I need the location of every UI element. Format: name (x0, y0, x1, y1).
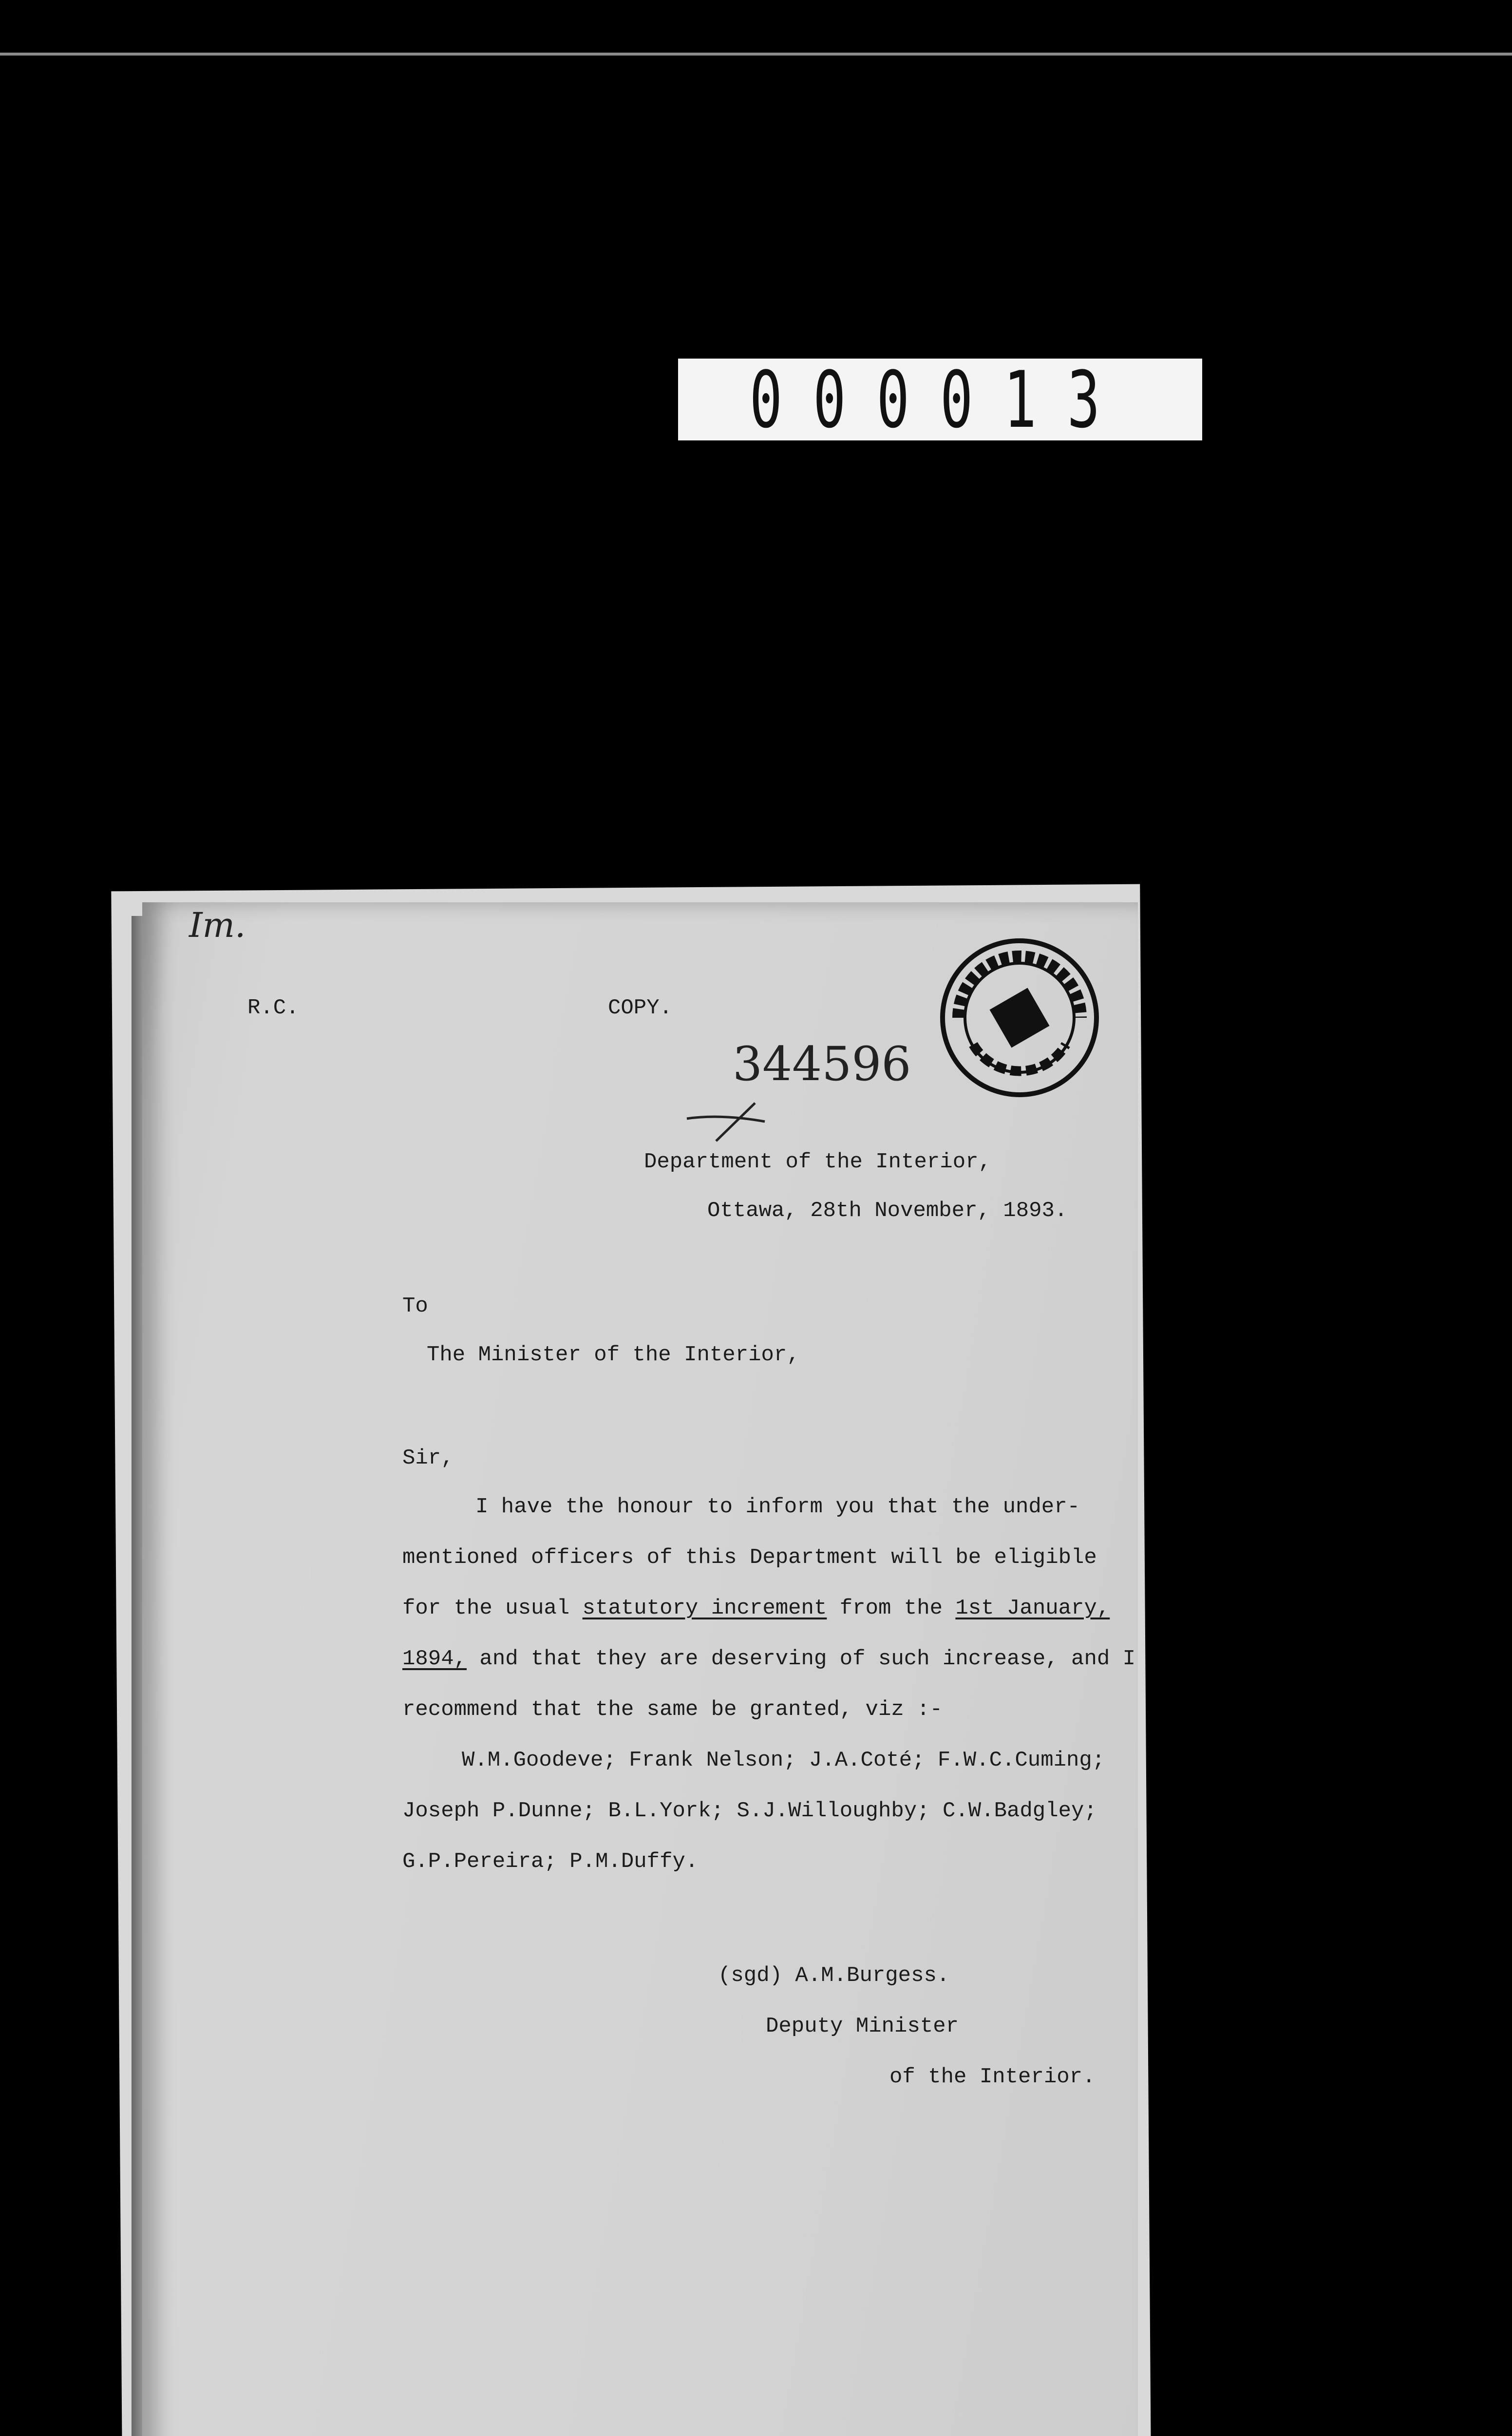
signatory-title-2: of the Interior. (889, 2065, 1096, 2089)
frame-counter (678, 354, 1202, 445)
signatory-title-1: Deputy Minister (766, 2014, 959, 2038)
body-line-3-c: from the (827, 1596, 956, 1620)
body-line-3 (402, 1596, 1110, 1620)
statutory-increment-underlined: statutory increment (582, 1596, 827, 1620)
copy-label: COPY. (608, 996, 673, 1020)
file-number-stamp: 344596 (733, 1037, 911, 1091)
body-line-5: recommend that the same be granted, viz :- (402, 1697, 943, 1722)
scan-top-rule (0, 53, 1512, 56)
date-line: Ottawa, 28th November, 1893. (707, 1199, 1068, 1223)
first-january-underlined: 1st January, (955, 1596, 1110, 1620)
year-1894-underlined: 1894, (402, 1647, 467, 1671)
names-line-2: Joseph P.Dunne; B.L.York; S.J.Willoughby; C.W.Badgley; (402, 1799, 1097, 1823)
to-line: To (402, 1294, 428, 1318)
body-line-1: I have the honour to inform you that the under- (475, 1495, 1080, 1519)
received-stamp-seal (939, 937, 1100, 1098)
body-line-4-b: and that they are deserving of such increase, and I (467, 1647, 1136, 1671)
body-line-3-a: for the usual (402, 1596, 583, 1620)
signature-line: (sgd) A.M.Burgess. (718, 1963, 950, 1988)
top-left-mark: R.C. (247, 996, 299, 1020)
addressee-line: The Minister of the Interior, (427, 1343, 800, 1367)
names-line-1: W.M.Goodeve; Frank Nelson; J.A.Coté; F.W.C.Cuming; (462, 1748, 1105, 1772)
pencil-cross-mark (682, 1099, 770, 1143)
salutation: Sir, (402, 1446, 454, 1470)
handwritten-initial: Im. (189, 905, 246, 945)
body-line-4 (402, 1647, 1135, 1671)
names-line-3: G.P.Pereira; P.M.Duffy. (402, 1849, 699, 1874)
frame-counter-digits: 000013 (749, 354, 1131, 445)
department-line: Department of the Interior, (644, 1150, 991, 1174)
body-line-2: mentioned officers of this Department will be eligible (402, 1545, 1097, 1570)
